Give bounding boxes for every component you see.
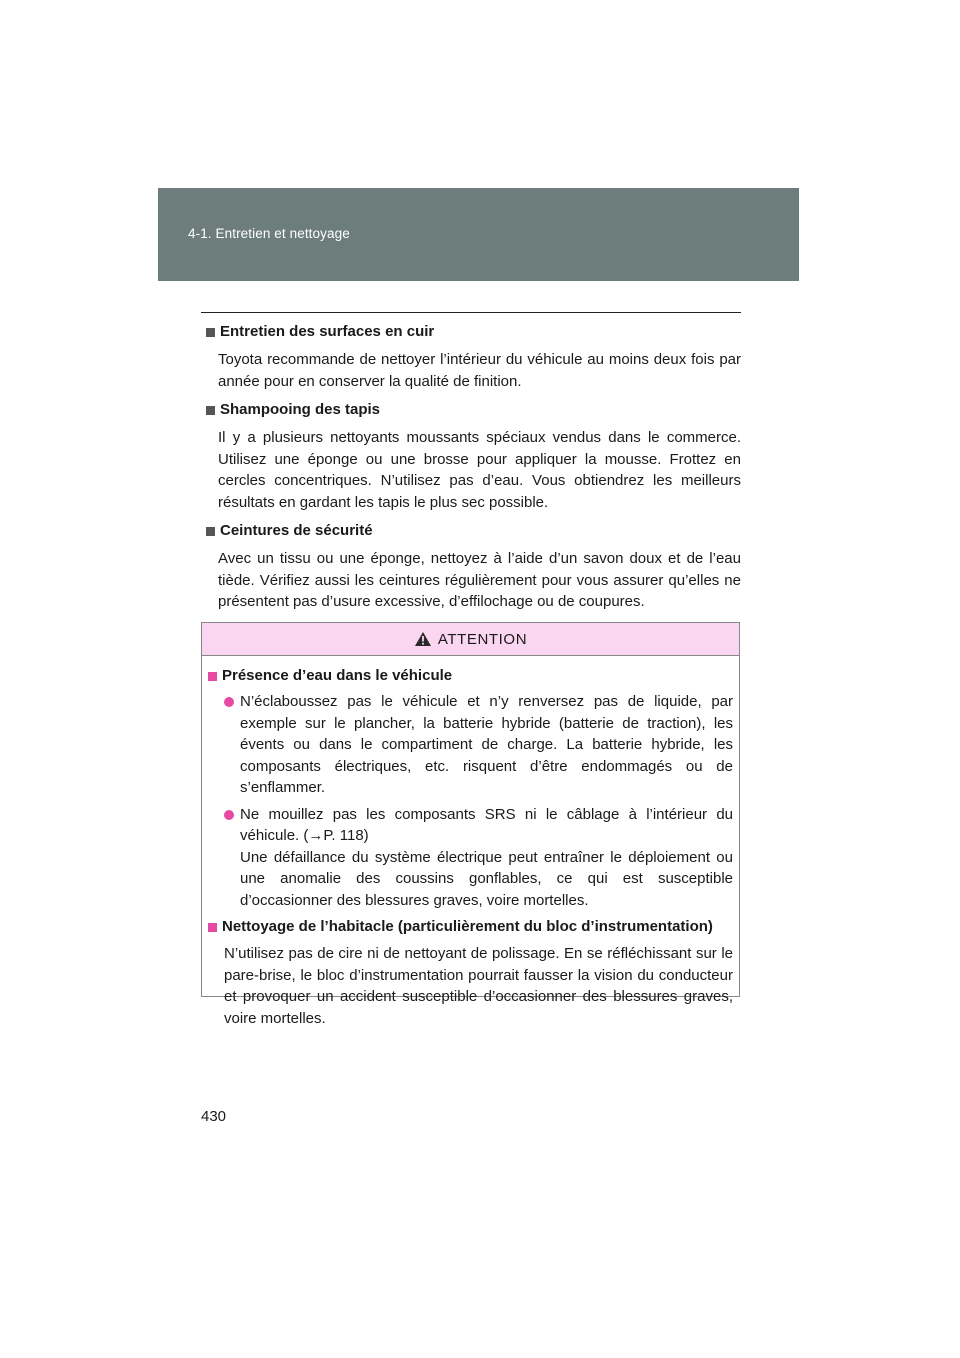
attention-header [202, 623, 739, 656]
main-content [201, 322, 741, 621]
warning-icon [414, 631, 432, 647]
section-body: Avec un tissu ou une éponge, nettoyez à l’aide d’un savon doux et de l’eau tiède. Vérifiez aussi les ceintures régulièrement pour vous assurer qu’elles ne présentent pas d’usure excessive, d’effilochage ou de coupures. [218, 550, 741, 610]
attention-body: N’utilisez pas de cire ni de nettoyant de polissage. En se réfléchissant sur le pare-brise, le bloc d’instrumentation pourrait fausser la vision du conducteur et provoquer un accident susceptible d’occasionner des blessures graves, voire mortelles. [224, 945, 733, 1027]
attention-heading-text: Nettoyage de l’habitacle (particulièrement du bloc d’instrumentation) [222, 918, 713, 935]
circle-bullet-icon [224, 810, 234, 820]
section-heading-text: Ceintures de sécurité [220, 522, 373, 539]
list-item [224, 804, 733, 912]
section-heading-text: Entretien des surfaces en cuir [220, 323, 435, 340]
circle-bullet-icon [224, 697, 234, 707]
section-carpet [201, 400, 741, 513]
attention-box [201, 622, 740, 1027]
square-bullet-icon [206, 328, 215, 337]
section-heading [206, 322, 741, 342]
section-body: Toyota recommande de nettoyer l’intérieur du véhicule au moins deux fois par année pour en conserver la qualité de finition. [218, 351, 741, 390]
section-heading [206, 400, 741, 420]
attention-heading [208, 917, 733, 937]
section-heading-text: Shampooing des tapis [220, 401, 381, 418]
attention-heading [208, 666, 733, 686]
section-heading [206, 521, 741, 541]
attention-section-water [208, 666, 733, 911]
square-bullet-icon [206, 406, 215, 415]
attention-content [202, 656, 739, 1029]
section-leather [201, 322, 741, 392]
section-body: Il y a plusieurs nettoyants moussants spéciaux vendus dans le commerce. Utilisez une éponge ou une brosse pour appliquer la mousse. Frottez en cercles concentriques. N’utilisez pas d’eau. Vous obtiendrez les meilleurs résultats en gardant les tapis le plus sec possible. [218, 429, 741, 511]
attention-title: ATTENTION [437, 630, 528, 648]
page-number: 430 [201, 1108, 227, 1125]
section-seatbelts [201, 521, 741, 613]
square-bullet-icon [206, 527, 215, 536]
square-bullet-icon [208, 672, 217, 681]
square-bullet-icon [208, 923, 217, 932]
top-divider [201, 312, 741, 313]
section-header-band [158, 188, 799, 281]
section-title: 4-1. Entretien et nettoyage [188, 226, 350, 241]
list-item [224, 691, 733, 799]
list-item-text: N’éclaboussez pas le véhicule et n’y renversez pas de liquide, par exemple sur le plancher, la batterie hybride (batterie de traction), les évents ou dans le compartiment de charge. La batterie hybride, les composants électriques, etc. risquent d’être endommagés ou de s’enflammer. [240, 693, 733, 796]
list-item-text: Ne mouillez pas les composants SRS ni le câblage à l’intérieur du véhicule. (→P. 118) Une défaillance du système électrique peut entraîner le déploiement ou une anomalie des coussins gonflables, ce qui est susceptible d’occasionner des blessures graves, voire mortelles. [240, 805, 733, 909]
attention-heading-text: Présence d’eau dans le véhicule [222, 667, 453, 684]
attention-section-cabin [208, 917, 733, 1029]
